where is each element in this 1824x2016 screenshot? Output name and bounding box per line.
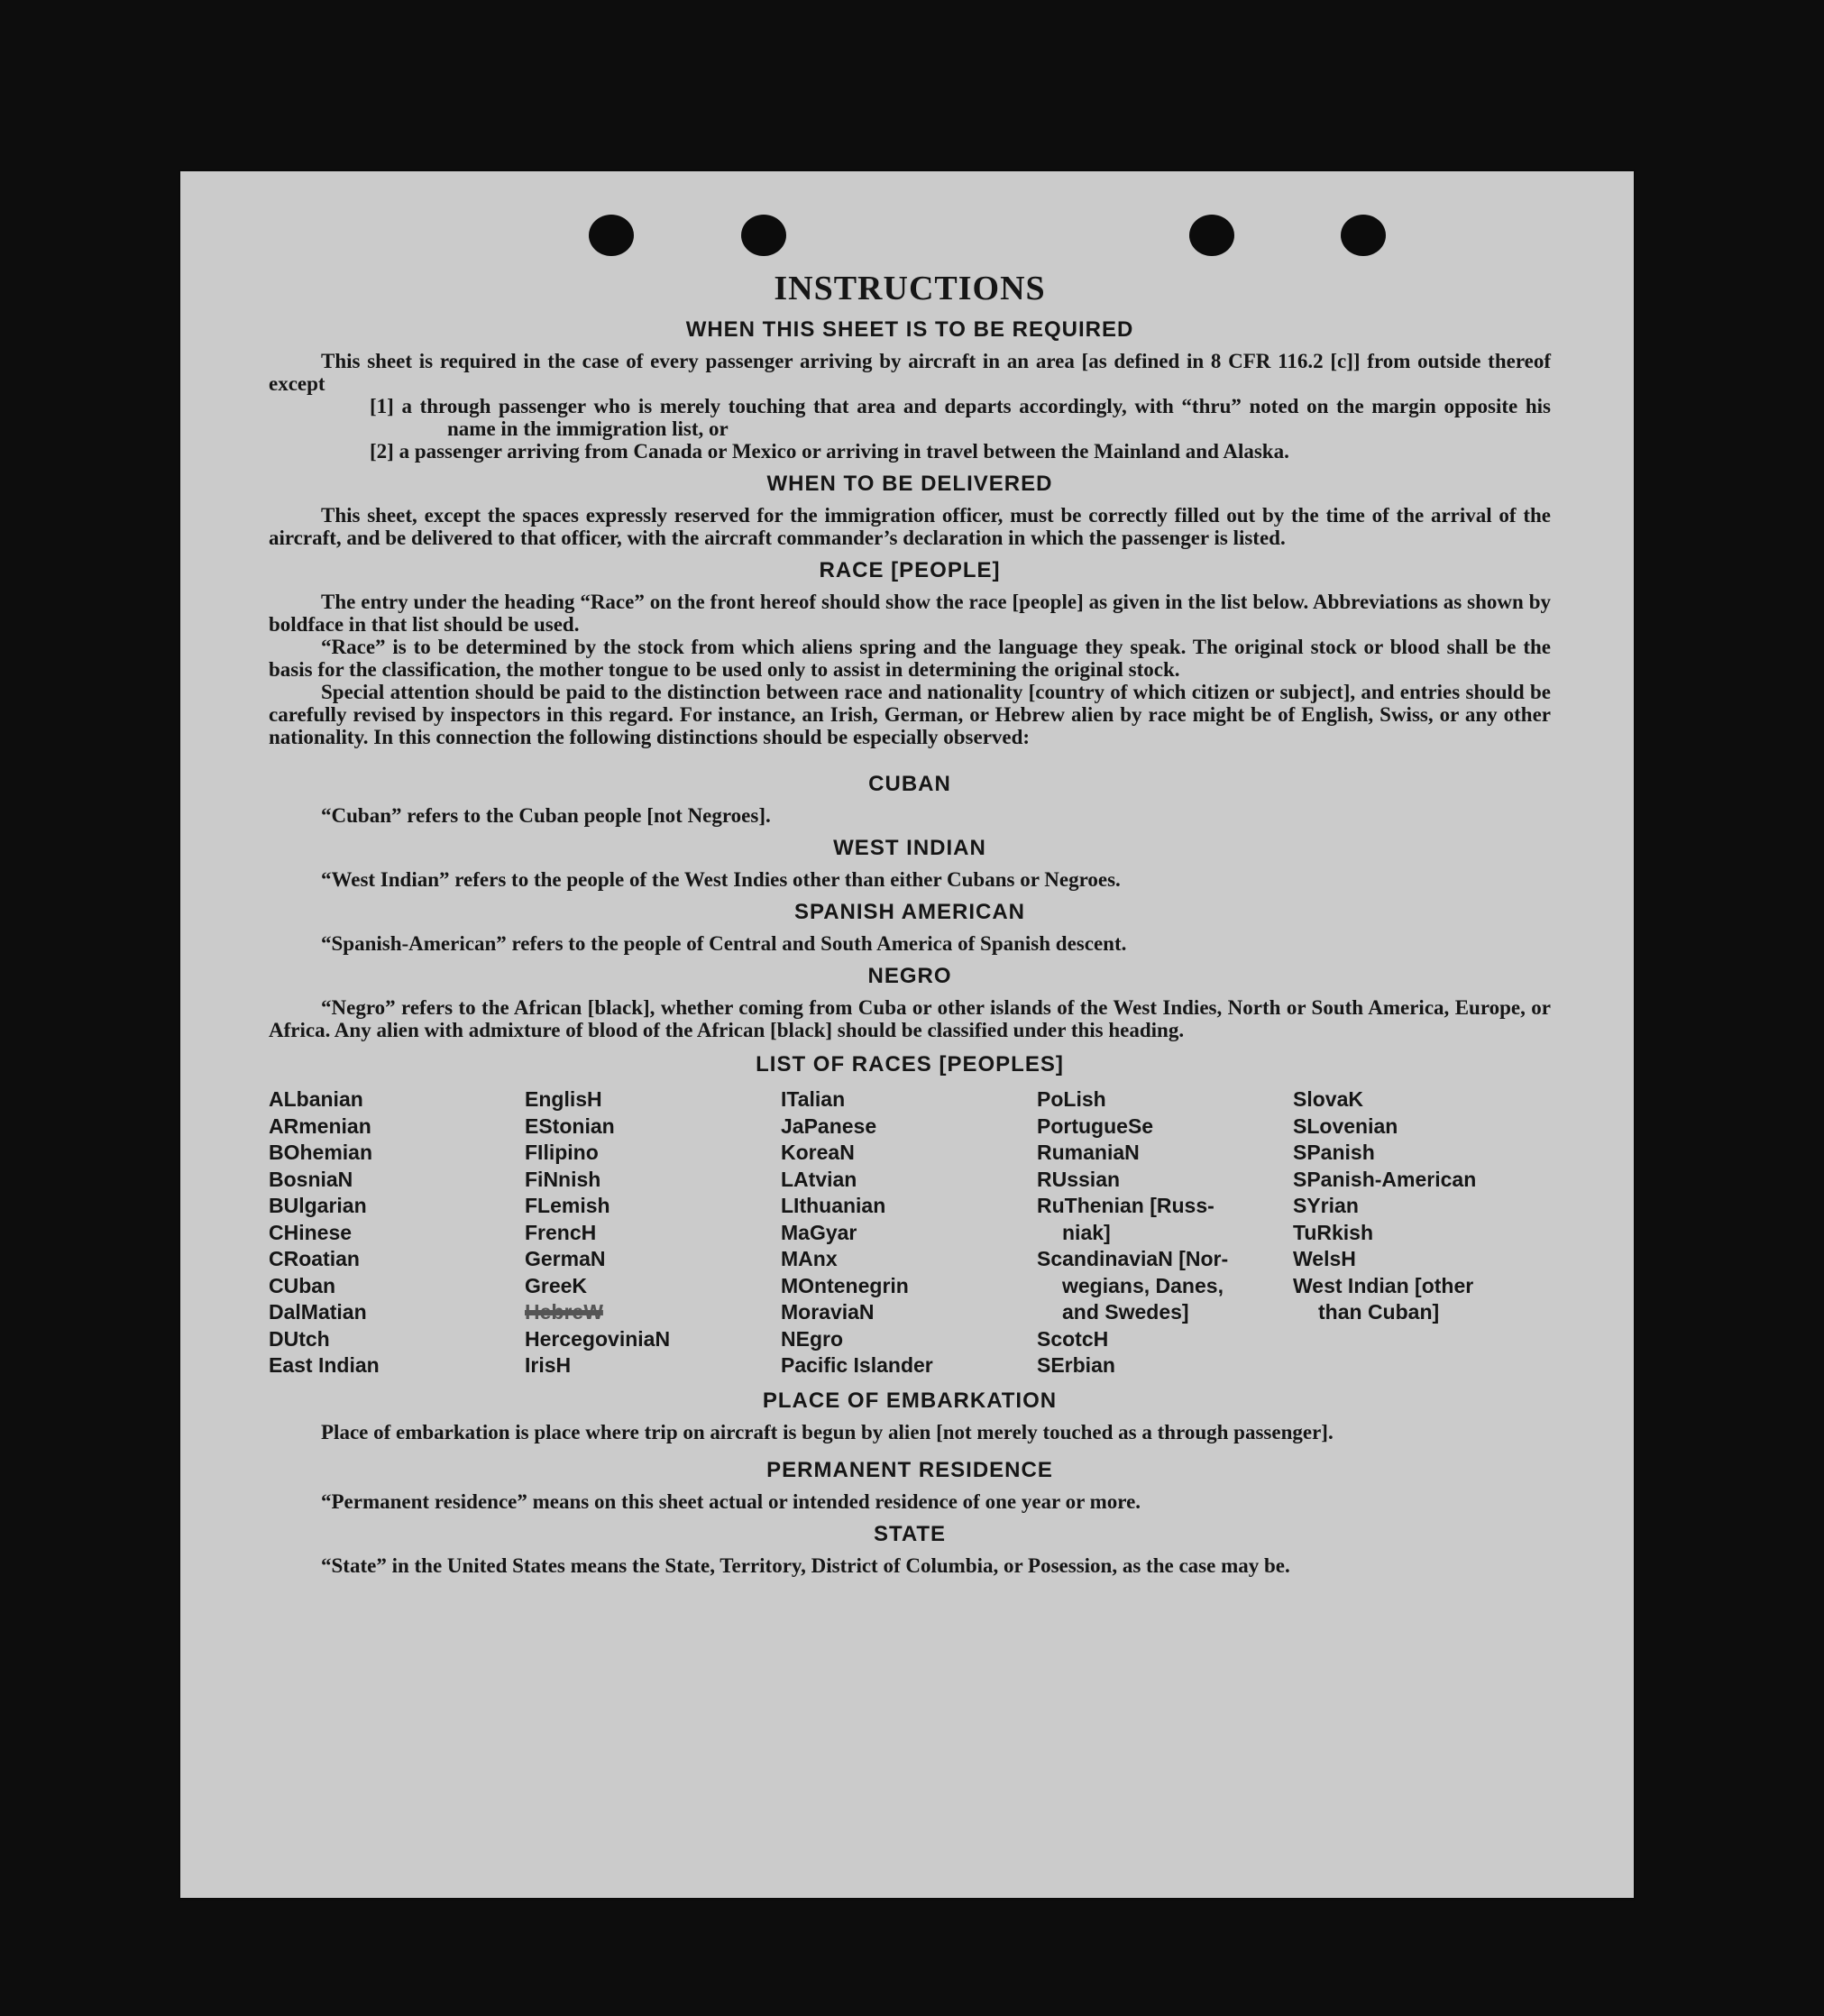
west-indian-text: “West Indian” refers to the people of the West Indies other than either Cubans or Negroes. [321, 868, 1121, 891]
race-item: IrisH [525, 1353, 572, 1377]
race-item-struck: HebreW [525, 1300, 603, 1324]
races-column-4 [1037, 1086, 1293, 1379]
race-item: BOhemian [269, 1141, 373, 1164]
heading-permanent-residence: PERMANENT RESIDENCE [766, 1457, 1053, 1482]
race-item: SPanish [1293, 1141, 1375, 1164]
race-item: RumaniaN [1037, 1141, 1140, 1164]
race-item: West Indian [other [1293, 1273, 1474, 1297]
race-item: CUban [269, 1273, 336, 1297]
race-item: GreeK [525, 1273, 588, 1297]
heading-when-required: WHEN THIS SHEET IS TO BE REQUIRED [685, 317, 1134, 342]
race-item: SLovenian [1293, 1113, 1398, 1138]
race-item: SYrian [1293, 1194, 1359, 1217]
race-item: SPanish-American [1293, 1167, 1477, 1191]
heading-list-of-races: LIST OF RACES [PEOPLES] [756, 1052, 1064, 1077]
race-item: TuRkish [1293, 1220, 1374, 1244]
race-item: BUlgarian [269, 1194, 367, 1217]
race-item: SErbian [1037, 1353, 1115, 1377]
negro-text: “Negro” refers to the African [black], whether coming from Cuba or other islands of the West Indies, North or South America, Europe, or Africa. Any alien with admixture of blood of the African [black] should be classified under this heading. [269, 996, 1551, 1041]
race-item: ScandinaviaN [Nor- [1037, 1247, 1229, 1270]
race-item: WelsH [1293, 1247, 1356, 1270]
race-item: MOntenegrin [781, 1273, 909, 1297]
document-title: INSTRUCTIONS [774, 270, 1046, 307]
required-paragraph: This sheet is required in the case of every passenger arriving by aircraft in an area [as defined in 8 CFR 116.2 [c]] from outside thereof except [269, 350, 1551, 395]
race-item: EnglisH [525, 1087, 602, 1111]
race-item: HercegoviniaN [525, 1326, 671, 1351]
race-item: ScotcH [1037, 1326, 1109, 1351]
state-text: “State” in the United States means the State, Territory, District of Columbia, or Posession, as the case may be. [321, 1553, 1290, 1577]
race-item: LAtvian [781, 1167, 857, 1191]
race-item: FLemish [525, 1194, 610, 1217]
race-item: MaGyar [781, 1220, 857, 1244]
races-column-3 [781, 1086, 1037, 1379]
race-item: EStonian [525, 1113, 615, 1138]
race-item: PoLish [1037, 1087, 1106, 1111]
delivered-paragraph: This sheet, except the spaces expressly reserved for the immigration officer, must be correctly filled out by the time of the arrival of the aircraft, and be delivered to that officer, with the aircraft commander’s declaration in which the passenger is listed. [269, 504, 1551, 549]
race-item: SlovaK [1293, 1087, 1363, 1111]
race-item: RUssian [1037, 1167, 1121, 1191]
race-item: GermaN [525, 1247, 606, 1270]
race-item: JaPanese [781, 1113, 877, 1138]
race-item: MAnx [781, 1247, 838, 1270]
punch-hole [589, 215, 634, 256]
heading-spanish-american: SPANISH AMERICAN [793, 900, 1025, 924]
exception-item-2: [2] a passenger arriving from Canada or Mexico or arriving in travel between the Mainland and Alaska. [370, 440, 1289, 463]
heading-state: STATE [873, 1521, 947, 1546]
punch-hole [1341, 215, 1386, 256]
race-item: FiNnish [525, 1167, 601, 1191]
race-item: NEgro [781, 1326, 843, 1351]
races-list [269, 1086, 1551, 1379]
race-item: KoreaN [781, 1141, 855, 1164]
race-item-continued: and Swedes] [1062, 1300, 1189, 1324]
race-item: ARmenian [269, 1113, 371, 1138]
race-item: BosniaN [269, 1167, 353, 1191]
race-item: CRoatian [269, 1247, 360, 1270]
race-item-continued: wegians, Danes, [1062, 1273, 1224, 1297]
races-column-5 [1293, 1086, 1549, 1379]
race-item: RuThenian [Russ- [1037, 1194, 1214, 1217]
race-item: LIthuanian [781, 1194, 886, 1217]
residence-text: “Permanent residence” means on this sheet actual or intended residence of one year or more. [321, 1489, 1141, 1513]
heading-cuban: CUBAN [868, 772, 951, 796]
punch-hole [741, 215, 786, 256]
heading-place-of-embarkation: PLACE OF EMBARKATION [762, 1388, 1058, 1413]
race-item: FrencH [525, 1220, 597, 1244]
punch-hole [1189, 215, 1234, 256]
spanish-american-text: “Spanish-American” refers to the people of Central and South America of Spanish descent. [321, 932, 1127, 955]
race-paragraph-1: The entry under the heading “Race” on the front hereof should show the race [people] as given in the list below. Abbreviations as shown by boldface in that list should be used. [269, 591, 1551, 636]
document-sheet [180, 171, 1634, 1898]
race-item: FIlipino [525, 1141, 599, 1164]
document-content [269, 269, 1551, 1577]
race-item: DUtch [269, 1326, 330, 1351]
exception-item-1: [1] a through passenger who is merely touching that area and departs accordingly, with “thru” noted on the margin opposite his name in the immigration list, or [370, 395, 1551, 440]
race-item: MoraviaN [781, 1300, 875, 1324]
races-column-1 [269, 1086, 525, 1379]
embarkation-text: Place of embarkation is place where trip on aircraft is begun by alien [not merely touched as a through passenger]. [321, 1420, 1334, 1443]
race-paragraph-2: “Race” is to be determined by the stock from which aliens spring and the language they speak. The original stock or blood shall be the basis for the classification, the mother tongue to be used only to assist in determining the original stock. [269, 636, 1551, 681]
heading-negro: NEGRO [867, 964, 952, 988]
race-item-continued: niak] [1062, 1220, 1111, 1244]
race-item: ITalian [781, 1087, 846, 1111]
race-item: DalMatian [269, 1300, 367, 1324]
race-item: PortugueSe [1037, 1113, 1154, 1138]
heading-west-indian: WEST INDIAN [833, 836, 986, 860]
race-paragraph-3: Special attention should be paid to the distinction between race and nationality [country of which citizen or subject], and entries should be carefully revised by inspectors in this regard. For instance, an Irish, German, or Hebrew alien by race might be of English, Swiss, or any other nationality. In this connection the following distinctions should be especially observed: [269, 681, 1551, 748]
cuban-text: “Cuban” refers to the Cuban people [not Negroes]. [321, 804, 771, 827]
heading-race: RACE [PEOPLE] [819, 558, 1001, 582]
race-item-continued: than Cuban] [1318, 1300, 1440, 1324]
races-column-2 [525, 1086, 781, 1379]
race-item: ALbanian [269, 1087, 363, 1111]
race-item: Pacific Islander [781, 1353, 933, 1377]
heading-when-delivered: WHEN TO BE DELIVERED [766, 472, 1053, 496]
race-item: East Indian [269, 1353, 380, 1377]
race-item: CHinese [269, 1220, 353, 1244]
